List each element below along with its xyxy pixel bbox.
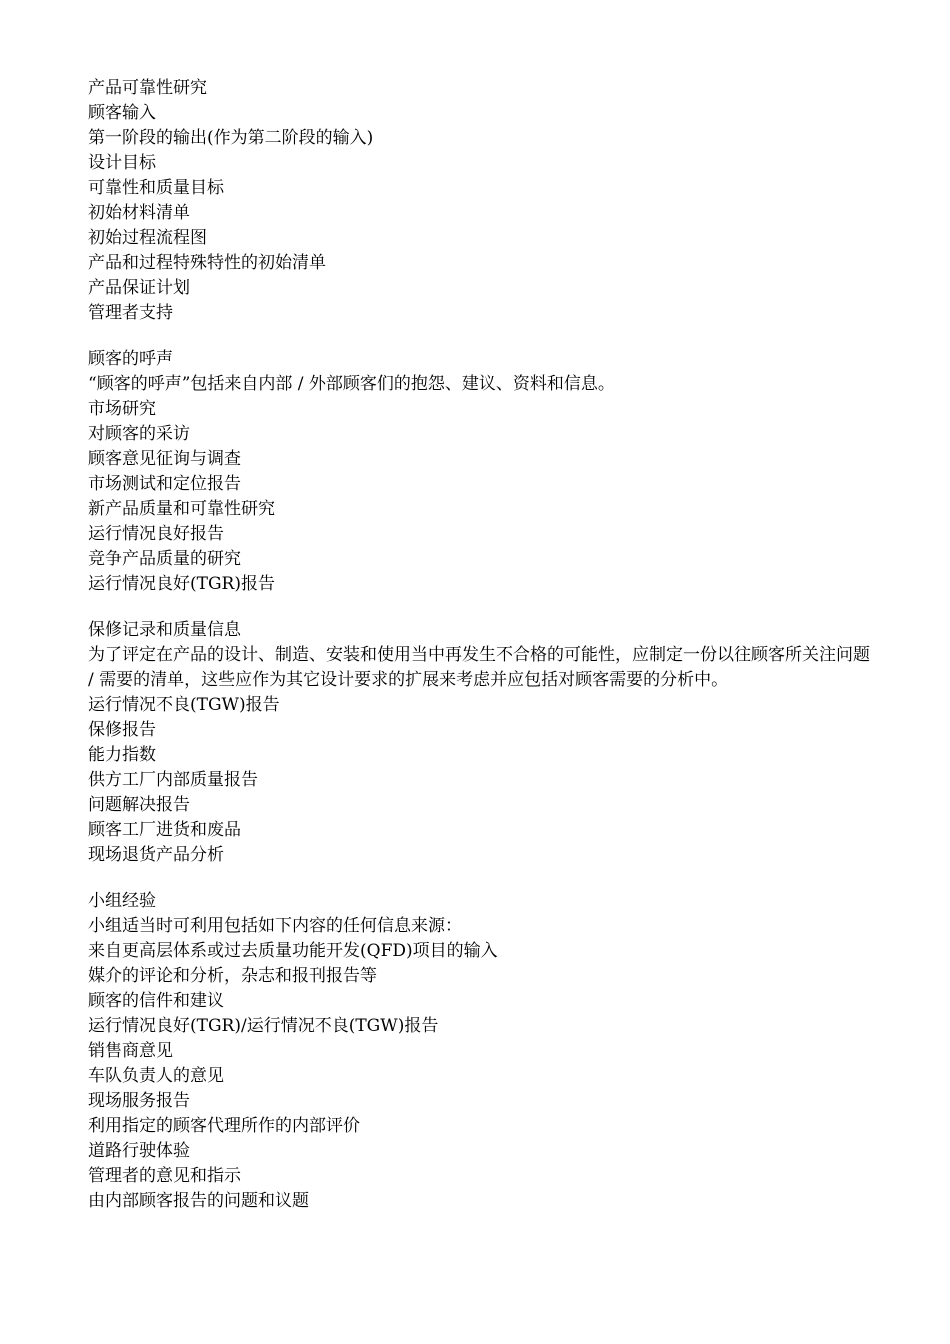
- section-product-reliability: [88, 76, 888, 326]
- text-line: 现场服务报告: [88, 1091, 190, 1111]
- section-gap: [88, 597, 888, 618]
- section-heading: 顾客的呼声: [88, 349, 173, 369]
- text-line: 顾客输入: [88, 103, 156, 123]
- text-line: 道路行驶体验: [88, 1141, 190, 1161]
- text-line: 由内部顾客报告的问题和议题: [88, 1191, 309, 1211]
- text-line: 产品和过程特殊特性的初始清单: [88, 253, 326, 273]
- text-line: 利用指定的顾客代理所作的内部评价: [88, 1116, 360, 1136]
- section-gap: [88, 326, 888, 347]
- text-line: 市场测试和定位报告: [88, 474, 241, 494]
- text-line: 来自更高层体系或过去质量功能开发(QFD)项目的输入: [88, 941, 498, 961]
- text-line: 第一阶段的输出(作为第二阶段的输入): [88, 128, 374, 148]
- text-line: 运行情况不良(TGW)报告: [88, 695, 280, 715]
- text-line: 初始材料清单: [88, 203, 190, 223]
- section-gap: [88, 868, 888, 889]
- text-line: 顾客的信件和建议: [88, 991, 224, 1011]
- section-team-experience: [88, 889, 888, 1214]
- text-line: 顾客工厂进货和废品: [88, 820, 241, 840]
- text-line: 产品保证计划: [88, 278, 190, 298]
- text-line: 新产品质量和可靠性研究: [88, 499, 275, 519]
- text-line: 产品可靠性研究: [88, 78, 207, 98]
- text-line: 竞争产品质量的研究: [88, 549, 241, 569]
- section-warranty-records: [88, 618, 888, 868]
- document-page: [88, 76, 888, 1214]
- text-line: 运行情况良好(TGR)/运行情况不良(TGW)报告: [88, 1016, 439, 1036]
- text-line: “顾客的呼声”包括来自内部 / 外部顾客们的抱怨、建议、资料和信息。: [88, 374, 615, 394]
- text-line: 现场退货产品分析: [88, 845, 224, 865]
- text-line: 供方工厂内部质量报告: [88, 770, 258, 790]
- text-line: 能力指数: [88, 745, 156, 765]
- text-line: 问题解决报告: [88, 795, 190, 815]
- text-line: 设计目标: [88, 153, 156, 173]
- text-line: 车队负责人的意见: [88, 1066, 224, 1086]
- section-heading: 小组经验: [88, 891, 156, 911]
- text-line: 市场研究: [88, 399, 156, 419]
- text-line: 管理者的意见和指示: [88, 1166, 241, 1186]
- text-line: 初始过程流程图: [88, 228, 207, 248]
- text-line: 小组适当时可利用包括如下内容的任何信息来源：: [88, 916, 462, 936]
- text-line: 可靠性和质量目标: [88, 178, 224, 198]
- text-line: 媒介的评论和分析，杂志和报刊报告等: [88, 966, 377, 986]
- text-line: 运行情况良好(TGR)报告: [88, 574, 275, 594]
- section-heading: 保修记录和质量信息: [88, 620, 241, 640]
- text-line: 销售商意见: [88, 1041, 173, 1061]
- text-line: 顾客意见征询与调查: [88, 449, 241, 469]
- text-line: 管理者支持: [88, 303, 173, 323]
- text-line: 保修报告: [88, 720, 156, 740]
- paragraph: 为了评定在产品的设计、制造、安装和使用当中再发生不合格的可能性，应制定一份以往顾客所关注问题 / 需要的清单，这些应作为其它设计要求的扩展来考虑并应包括对顾客需要的分析中。: [88, 645, 870, 690]
- text-line: 运行情况良好报告: [88, 524, 224, 544]
- section-voice-of-customer: [88, 347, 888, 597]
- text-line: 对顾客的采访: [88, 424, 190, 444]
